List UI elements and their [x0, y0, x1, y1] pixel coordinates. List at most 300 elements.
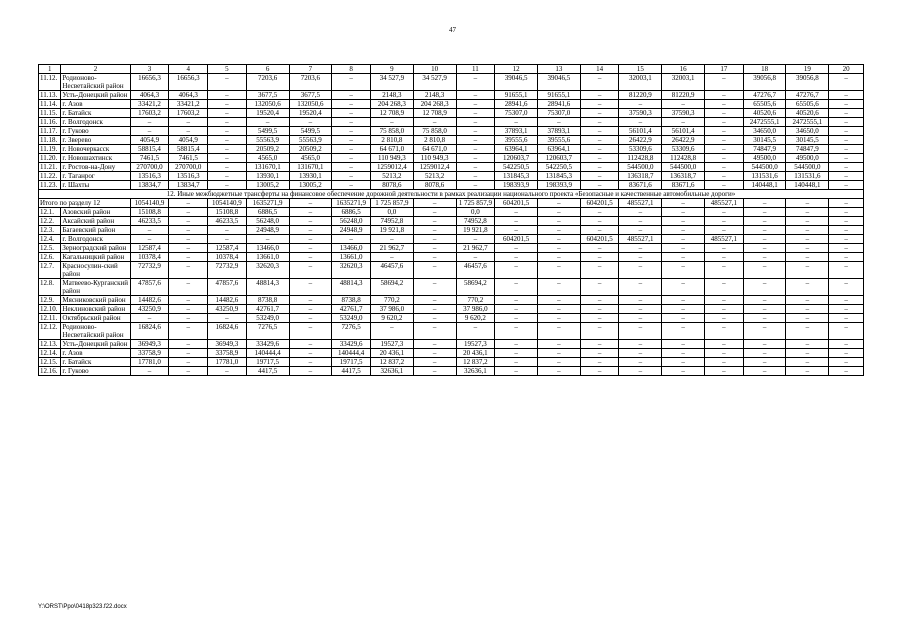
- value-cell: 56101,4: [662, 127, 705, 136]
- value-cell: 43250,9: [208, 305, 247, 314]
- value-cell: –: [413, 340, 456, 349]
- value-cell: –: [289, 367, 332, 376]
- row-name: Родионово-Несветайский район: [61, 323, 130, 340]
- value-cell: –: [413, 358, 456, 367]
- value-cell: –: [538, 349, 581, 358]
- table-row: [39, 253, 864, 262]
- value-cell: –: [495, 314, 538, 323]
- value-cell: 47276,7: [743, 91, 786, 100]
- value-cell: 32003,1: [619, 74, 662, 91]
- value-cell: –: [662, 244, 705, 253]
- value-cell: 16824,6: [208, 323, 247, 340]
- value-cell: 30145,5: [743, 136, 786, 145]
- value-cell: 74952,8: [371, 217, 414, 226]
- value-cell: 204 268,3: [413, 100, 456, 109]
- table-row: [39, 145, 864, 154]
- table-row: [39, 358, 864, 367]
- value-cell: –: [829, 74, 864, 91]
- value-cell: 4054,9: [169, 136, 208, 145]
- value-cell: –: [580, 340, 619, 349]
- value-cell: 20 436,1: [456, 349, 495, 358]
- value-cell: 72732,9: [130, 262, 169, 279]
- value-cell: 19717,5: [332, 358, 371, 367]
- budget-table-sheet: [38, 64, 864, 376]
- row-name: Красносулин-ский район: [61, 262, 130, 279]
- value-cell: –: [743, 235, 786, 244]
- value-cell: –: [289, 323, 332, 340]
- value-cell: –: [662, 235, 705, 244]
- value-cell: –: [208, 172, 247, 181]
- value-cell: –: [456, 323, 495, 340]
- value-cell: 19717,5: [246, 358, 289, 367]
- value-cell: 28941,6: [538, 100, 581, 109]
- value-cell: 131531,6: [743, 172, 786, 181]
- value-cell: –: [580, 279, 619, 296]
- value-cell: –: [705, 217, 744, 226]
- value-cell: 49500,0: [743, 154, 786, 163]
- value-cell: 28941,6: [495, 100, 538, 109]
- value-cell: –: [580, 74, 619, 91]
- value-cell: –: [538, 244, 581, 253]
- value-cell: 9 620,2: [371, 314, 414, 323]
- value-cell: –: [289, 253, 332, 262]
- value-cell: –: [829, 217, 864, 226]
- column-number: 9: [371, 65, 414, 74]
- value-cell: 34650,0: [786, 127, 829, 136]
- value-cell: 81220,9: [619, 91, 662, 100]
- table-row: [39, 244, 864, 253]
- value-cell: 83671,6: [619, 181, 662, 190]
- value-cell: 33758,9: [130, 349, 169, 358]
- value-cell: 36949,3: [130, 340, 169, 349]
- value-cell: –: [332, 118, 371, 127]
- value-cell: 83671,6: [662, 181, 705, 190]
- value-cell: –: [705, 358, 744, 367]
- value-cell: 132050,6: [289, 100, 332, 109]
- value-cell: –: [786, 217, 829, 226]
- value-cell: 20509,2: [289, 145, 332, 154]
- value-cell: –: [829, 305, 864, 314]
- table-row: [39, 208, 864, 217]
- value-cell: –: [169, 127, 208, 136]
- value-cell: –: [743, 226, 786, 235]
- value-cell: –: [495, 217, 538, 226]
- value-cell: 10378,4: [130, 253, 169, 262]
- value-cell: –: [705, 314, 744, 323]
- value-cell: –: [246, 118, 289, 127]
- value-cell: –: [580, 226, 619, 235]
- value-cell: –: [619, 118, 662, 127]
- table-row: [39, 74, 864, 91]
- value-cell: –: [169, 279, 208, 296]
- value-cell: 4064,3: [169, 91, 208, 100]
- row-number: 12.6.: [39, 253, 61, 262]
- value-cell: –: [705, 367, 744, 376]
- value-cell: –: [619, 314, 662, 323]
- value-cell: –: [289, 262, 332, 279]
- value-cell: –: [208, 235, 247, 244]
- value-cell: –: [743, 253, 786, 262]
- value-cell: –: [130, 118, 169, 127]
- value-cell: –: [332, 100, 371, 109]
- value-cell: –: [130, 127, 169, 136]
- row-number: 12.14.: [39, 349, 61, 358]
- value-cell: 39046,5: [538, 74, 581, 91]
- value-cell: 48814,3: [246, 279, 289, 296]
- value-cell: –: [413, 279, 456, 296]
- value-cell: –: [371, 253, 414, 262]
- value-cell: –: [829, 358, 864, 367]
- table-row: [39, 323, 864, 340]
- row-name: Родионово-Несветайский район: [61, 74, 130, 91]
- value-cell: 14482,6: [130, 296, 169, 305]
- value-cell: 46233,5: [130, 217, 169, 226]
- value-cell: 36949,3: [208, 340, 247, 349]
- value-cell: 37893,1: [495, 127, 538, 136]
- row-number: 11.23.: [39, 181, 61, 190]
- value-cell: 32620,3: [246, 262, 289, 279]
- column-number: 10: [413, 65, 456, 74]
- value-cell: –: [786, 358, 829, 367]
- value-cell: –: [208, 145, 247, 154]
- value-cell: 53309,6: [619, 145, 662, 154]
- value-cell: –: [705, 208, 744, 217]
- value-cell: 5213,2: [371, 172, 414, 181]
- value-cell: –: [743, 244, 786, 253]
- value-cell: –: [413, 262, 456, 279]
- value-cell: 13005,2: [289, 181, 332, 190]
- value-cell: 544500,0: [662, 163, 705, 172]
- value-cell: –: [580, 91, 619, 100]
- value-cell: 17781,0: [130, 358, 169, 367]
- value-cell: –: [246, 235, 289, 244]
- value-cell: 33421,2: [169, 100, 208, 109]
- column-number: 17: [705, 65, 744, 74]
- value-cell: –: [829, 279, 864, 296]
- value-cell: 140444,4: [332, 349, 371, 358]
- value-cell: –: [705, 262, 744, 279]
- value-cell: 12 837,2: [371, 358, 414, 367]
- value-cell: –: [208, 118, 247, 127]
- value-cell: –: [580, 145, 619, 154]
- value-cell: 8738,8: [332, 296, 371, 305]
- total-value-cell: 1 725 857,9: [371, 199, 414, 208]
- row-name: г. Гуково: [61, 367, 130, 376]
- row-name: г. Волгодонск: [61, 118, 130, 127]
- value-cell: –: [580, 217, 619, 226]
- value-cell: –: [705, 127, 744, 136]
- value-cell: –: [169, 305, 208, 314]
- value-cell: –: [130, 314, 169, 323]
- value-cell: –: [371, 118, 414, 127]
- value-cell: 15108,8: [208, 208, 247, 217]
- row-number: 11.16.: [39, 118, 61, 127]
- row-name: г. Азов: [61, 349, 130, 358]
- row-name: г. Зверево: [61, 136, 130, 145]
- value-cell: –: [538, 367, 581, 376]
- table-row: [39, 91, 864, 100]
- value-cell: –: [705, 163, 744, 172]
- value-cell: –: [169, 340, 208, 349]
- file-path-footer: Y:\ORST\Ppo\0418p323.f22.docx: [38, 604, 127, 610]
- value-cell: –: [829, 145, 864, 154]
- value-cell: –: [786, 208, 829, 217]
- value-cell: –: [289, 118, 332, 127]
- value-cell: –: [705, 91, 744, 100]
- page-number: 47: [449, 26, 456, 34]
- total-value-cell: –: [169, 199, 208, 208]
- value-cell: –: [829, 127, 864, 136]
- value-cell: –: [705, 349, 744, 358]
- row-name: Октябрьский район: [61, 314, 130, 323]
- total-value-cell: –: [538, 199, 581, 208]
- row-name: Матвеево-Курганский район: [61, 279, 130, 296]
- row-number: 12.8.: [39, 279, 61, 296]
- value-cell: 34 527,9: [413, 74, 456, 91]
- value-cell: 16656,3: [130, 74, 169, 91]
- table-row: [39, 314, 864, 323]
- value-cell: 13661,0: [246, 253, 289, 262]
- total-value-cell: 1054140,9: [208, 199, 247, 208]
- value-cell: –: [332, 154, 371, 163]
- value-cell: 32003,1: [662, 74, 705, 91]
- value-cell: 13516,3: [169, 172, 208, 181]
- value-cell: 19520,4: [246, 109, 289, 118]
- value-cell: 48814,3: [332, 279, 371, 296]
- value-cell: 34650,0: [743, 127, 786, 136]
- row-name: Неклиновский район: [61, 305, 130, 314]
- value-cell: 56248,0: [332, 217, 371, 226]
- row-name: Мясниковский район: [61, 296, 130, 305]
- value-cell: –: [829, 367, 864, 376]
- value-cell: 30145,5: [786, 136, 829, 145]
- value-cell: 26422,9: [662, 136, 705, 145]
- total-value-cell: –: [743, 199, 786, 208]
- value-cell: 198393,9: [538, 181, 581, 190]
- value-cell: –: [580, 358, 619, 367]
- value-cell: 74847,9: [743, 145, 786, 154]
- value-cell: 204 268,3: [371, 100, 414, 109]
- value-cell: 58815,4: [169, 145, 208, 154]
- value-cell: –: [208, 127, 247, 136]
- value-cell: –: [538, 217, 581, 226]
- value-cell: –: [413, 323, 456, 340]
- value-cell: –: [289, 279, 332, 296]
- value-cell: –: [662, 323, 705, 340]
- column-number: 20: [829, 65, 864, 74]
- value-cell: 2472555,1: [743, 118, 786, 127]
- value-cell: –: [456, 154, 495, 163]
- value-cell: –: [169, 244, 208, 253]
- value-cell: 39056,8: [743, 74, 786, 91]
- total-value-cell: 604201,5: [580, 199, 619, 208]
- value-cell: –: [619, 323, 662, 340]
- value-cell: 42761,7: [246, 305, 289, 314]
- value-cell: –: [413, 349, 456, 358]
- value-cell: 13466,0: [246, 244, 289, 253]
- value-cell: 33758,9: [208, 349, 247, 358]
- row-name: Багаевский район: [61, 226, 130, 235]
- value-cell: –: [705, 172, 744, 181]
- value-cell: –: [371, 235, 414, 244]
- table-row: [39, 100, 864, 109]
- value-cell: –: [456, 118, 495, 127]
- value-cell: –: [829, 349, 864, 358]
- value-cell: 40520,6: [743, 109, 786, 118]
- value-cell: 5499,5: [289, 127, 332, 136]
- value-cell: –: [169, 358, 208, 367]
- value-cell: 33429,6: [246, 340, 289, 349]
- value-cell: 39046,5: [495, 74, 538, 91]
- value-cell: –: [413, 367, 456, 376]
- total-row: [39, 199, 864, 208]
- value-cell: –: [786, 279, 829, 296]
- value-cell: 64 671,0: [413, 145, 456, 154]
- value-cell: 7276,5: [246, 323, 289, 340]
- value-cell: –: [743, 305, 786, 314]
- value-cell: –: [538, 235, 581, 244]
- column-number: 13: [538, 65, 581, 74]
- value-cell: –: [413, 118, 456, 127]
- value-cell: –: [169, 208, 208, 217]
- value-cell: 55563,9: [246, 136, 289, 145]
- value-cell: –: [538, 262, 581, 279]
- budget-table: [38, 64, 864, 376]
- row-number: 12.13.: [39, 340, 61, 349]
- value-cell: –: [829, 100, 864, 109]
- value-cell: 53309,6: [662, 145, 705, 154]
- value-cell: –: [538, 314, 581, 323]
- value-cell: 4417,5: [332, 367, 371, 376]
- table-row: [39, 305, 864, 314]
- column-number: 16: [662, 65, 705, 74]
- value-cell: 39056,8: [786, 74, 829, 91]
- row-name: г. Батайск: [61, 109, 130, 118]
- table-row: [39, 127, 864, 136]
- value-cell: 34 527,9: [371, 74, 414, 91]
- value-cell: –: [743, 208, 786, 217]
- value-cell: 20 436,1: [371, 349, 414, 358]
- value-cell: 198393,9: [495, 181, 538, 190]
- value-cell: –: [169, 253, 208, 262]
- total-value-cell: 604201,5: [495, 199, 538, 208]
- value-cell: –: [705, 181, 744, 190]
- value-cell: –: [289, 226, 332, 235]
- value-cell: –: [456, 136, 495, 145]
- table-row: [39, 109, 864, 118]
- value-cell: –: [743, 367, 786, 376]
- value-cell: 12587,4: [208, 244, 247, 253]
- value-cell: –: [208, 154, 247, 163]
- value-cell: 49500,0: [786, 154, 829, 163]
- value-cell: 58694,2: [371, 279, 414, 296]
- value-cell: –: [705, 100, 744, 109]
- value-cell: –: [289, 349, 332, 358]
- value-cell: 270700,0: [130, 163, 169, 172]
- value-cell: –: [580, 100, 619, 109]
- value-cell: –: [413, 305, 456, 314]
- column-number: 6: [246, 65, 289, 74]
- value-cell: 5213,2: [413, 172, 456, 181]
- value-cell: –: [538, 358, 581, 367]
- value-cell: –: [580, 367, 619, 376]
- value-cell: 16656,3: [169, 74, 208, 91]
- value-cell: 3677,5: [246, 91, 289, 100]
- value-cell: –: [705, 244, 744, 253]
- row-name: Кагальницкий район: [61, 253, 130, 262]
- value-cell: –: [705, 226, 744, 235]
- value-cell: –: [829, 323, 864, 340]
- value-cell: –: [829, 253, 864, 262]
- value-cell: 24948,9: [332, 226, 371, 235]
- table-row: [39, 262, 864, 279]
- value-cell: –: [786, 340, 829, 349]
- value-cell: –: [208, 74, 247, 91]
- value-cell: 43250,9: [130, 305, 169, 314]
- row-number: 12.5.: [39, 244, 61, 253]
- value-cell: 32620,3: [332, 262, 371, 279]
- value-cell: 140448,1: [743, 181, 786, 190]
- value-cell: –: [495, 296, 538, 305]
- value-cell: –: [332, 109, 371, 118]
- value-cell: 37590,3: [662, 109, 705, 118]
- value-cell: –: [289, 314, 332, 323]
- value-cell: 1259012,4: [413, 163, 456, 172]
- value-cell: –: [169, 349, 208, 358]
- value-cell: –: [829, 91, 864, 100]
- value-cell: 64 671,0: [371, 145, 414, 154]
- value-cell: 604201,5: [580, 235, 619, 244]
- value-cell: 21 962,7: [456, 244, 495, 253]
- value-cell: –: [413, 296, 456, 305]
- value-cell: –: [829, 136, 864, 145]
- value-cell: 7276,5: [332, 323, 371, 340]
- value-cell: 132050,6: [246, 100, 289, 109]
- value-cell: 2 810,8: [413, 136, 456, 145]
- total-value-cell: –: [829, 199, 864, 208]
- value-cell: –: [619, 349, 662, 358]
- value-cell: –: [413, 226, 456, 235]
- value-cell: –: [580, 349, 619, 358]
- table-row: [39, 154, 864, 163]
- value-cell: 40520,6: [786, 109, 829, 118]
- value-cell: 56101,4: [619, 127, 662, 136]
- column-number: 19: [786, 65, 829, 74]
- value-cell: 53249,0: [246, 314, 289, 323]
- column-number-row: [39, 65, 864, 74]
- value-cell: 604201,5: [495, 235, 538, 244]
- value-cell: 42761,7: [332, 305, 371, 314]
- value-cell: –: [619, 279, 662, 296]
- column-number: 2: [61, 65, 130, 74]
- value-cell: 39555,6: [538, 136, 581, 145]
- value-cell: –: [538, 305, 581, 314]
- value-cell: 544500,0: [786, 163, 829, 172]
- value-cell: 46457,6: [371, 262, 414, 279]
- value-cell: –: [619, 226, 662, 235]
- value-cell: –: [786, 314, 829, 323]
- column-number: 4: [169, 65, 208, 74]
- value-cell: 19 921,8: [371, 226, 414, 235]
- total-value-cell: 485527,1: [619, 199, 662, 208]
- row-number: 11.14.: [39, 100, 61, 109]
- value-cell: –: [580, 253, 619, 262]
- value-cell: –: [705, 118, 744, 127]
- value-cell: 120603,7: [538, 154, 581, 163]
- value-cell: –: [456, 91, 495, 100]
- value-cell: –: [619, 208, 662, 217]
- value-cell: –: [743, 314, 786, 323]
